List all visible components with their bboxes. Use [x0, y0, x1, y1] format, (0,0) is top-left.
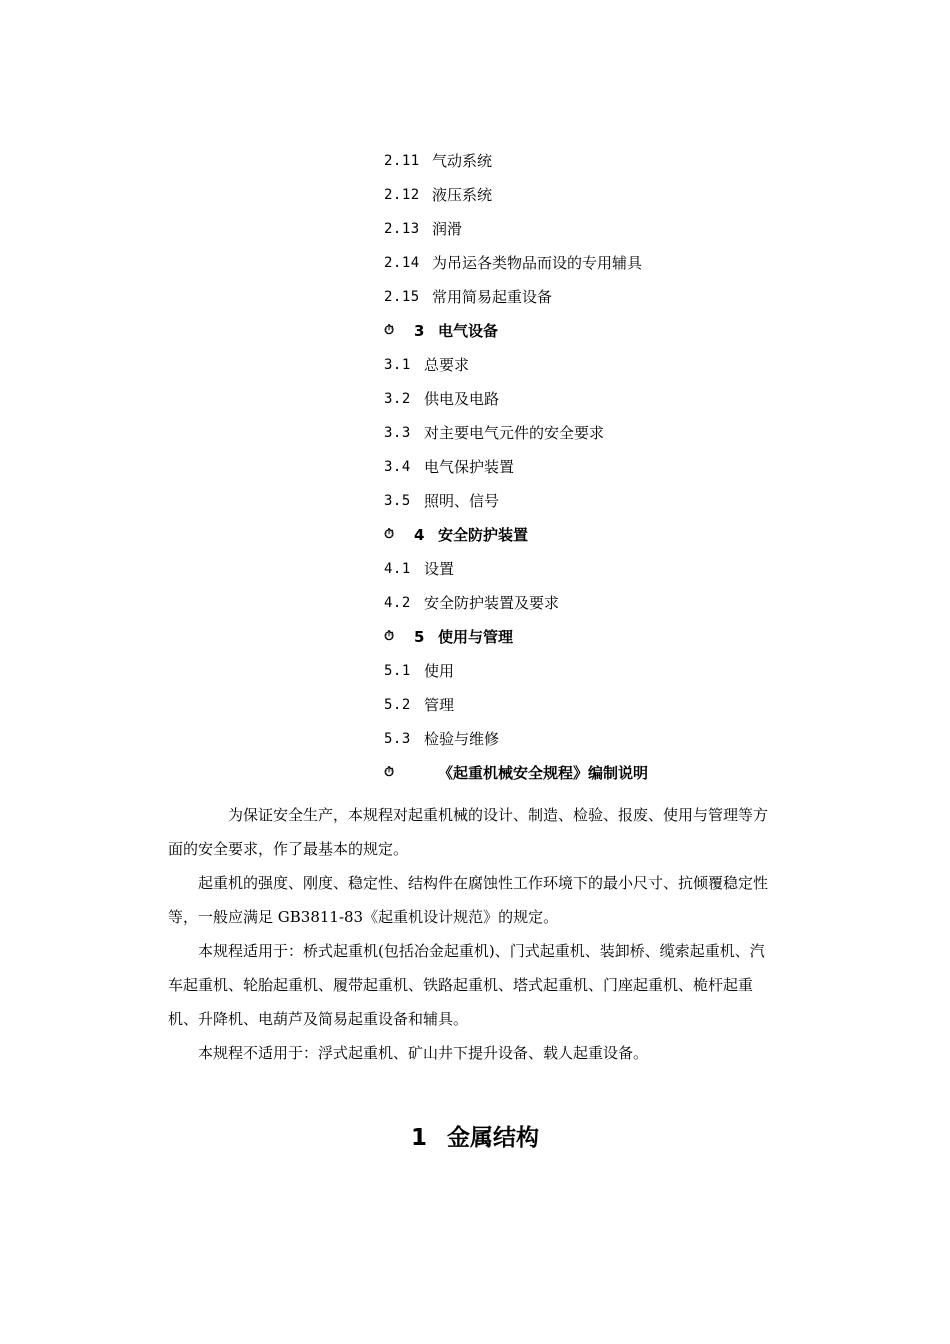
toc-entry[interactable] — [384, 150, 804, 184]
toc-title: 检验与维修 — [424, 730, 500, 748]
toc-number: 5.3 — [384, 731, 411, 747]
paragraph-exclusions: 本规程不适用于：浮式起重机、矿山井下提升设备、载人起重设备。 — [198, 1044, 649, 1062]
clock-bullet-icon: ⏱ — [384, 765, 395, 780]
toc-title: 总要求 — [424, 356, 470, 374]
toc-number: 2.15 — [384, 289, 420, 305]
toc-title: 电气保护装置 — [424, 458, 515, 476]
toc-title: 供电及电路 — [424, 390, 500, 408]
chapter-title: 金属结构 — [447, 1125, 539, 1151]
toc-entry[interactable] — [384, 558, 804, 592]
toc-title: 使用与管理 — [438, 628, 514, 646]
paragraph-purpose: 为保证安全生产，本规程对起重机械的设计、制造、检验、报废、使用与管理等方面的安全要求，作了最基本的规定。 — [168, 806, 769, 858]
paragraph-scope: 本规程适用于：桥式起重机(包括冶金起重机)、门式起重机、装卸桥、缆索起重机、汽车起重机、轮胎起重机、履带起重机、铁路起重机、塔式起重机、门座起重机、桅杆起重机、升降机、电葫芦及简易起重设备和辅具。 — [168, 942, 765, 1028]
toc-number: 2.14 — [384, 255, 420, 271]
table-of-contents — [384, 150, 804, 796]
toc-entry[interactable] — [384, 694, 804, 728]
toc-number: 3 — [414, 322, 425, 340]
clock-bullet-icon: ⏱ — [384, 629, 395, 644]
toc-entry[interactable] — [384, 422, 804, 456]
explanation-body — [168, 798, 778, 1070]
toc-title: 安全防护装置及要求 — [424, 594, 560, 612]
toc-number: 2.12 — [384, 187, 420, 203]
toc-title: 气动系统 — [432, 152, 493, 170]
chapter-heading — [0, 1118, 950, 1158]
toc-entry[interactable] — [384, 286, 804, 320]
toc-title: 电气设备 — [438, 322, 499, 340]
toc-title: 照明、信号 — [424, 492, 500, 510]
toc-section-heading[interactable] — [384, 524, 804, 558]
toc-number: 4.2 — [384, 595, 411, 611]
toc-entry[interactable] — [384, 728, 804, 762]
toc-number: 4 — [414, 526, 425, 544]
toc-number: 2.13 — [384, 221, 420, 237]
toc-number: 3.1 — [384, 357, 411, 373]
toc-section-heading[interactable] — [384, 762, 804, 796]
toc-title: 使用 — [424, 662, 455, 680]
toc-number: 3.2 — [384, 391, 411, 407]
toc-title: 为吊运各类物品而设的专用辅具 — [432, 254, 643, 272]
toc-number: 3.4 — [384, 459, 411, 475]
toc-title: 液压系统 — [432, 186, 493, 204]
chapter-number: 1 — [410, 1125, 427, 1151]
toc-number: 5.2 — [384, 697, 411, 713]
toc-entry[interactable] — [384, 388, 804, 422]
toc-number: 3.3 — [384, 425, 411, 441]
toc-title: 管理 — [424, 696, 455, 714]
toc-entry[interactable] — [384, 252, 804, 286]
toc-number: 5.1 — [384, 663, 411, 679]
clock-bullet-icon: ⏱ — [384, 323, 395, 338]
toc-entry[interactable] — [384, 490, 804, 524]
clock-bullet-icon: ⏱ — [384, 527, 395, 542]
toc-title: 安全防护装置 — [438, 526, 529, 544]
toc-entry[interactable] — [384, 456, 804, 490]
toc-number: 3.5 — [384, 493, 411, 509]
toc-entry[interactable] — [384, 184, 804, 218]
paragraph-standard: 起重机的强度、刚度、稳定性、结构件在腐蚀性工作环境下的最小尺寸、抗倾覆稳定性等，一般应满足 GB3811-83《起重机设计规范》的规定。 — [168, 874, 769, 926]
toc-number: 2.11 — [384, 153, 420, 169]
toc-section-heading[interactable] — [384, 626, 804, 660]
toc-number: 5 — [414, 628, 425, 646]
toc-entry[interactable] — [384, 354, 804, 388]
toc-section-heading[interactable] — [384, 320, 804, 354]
toc-entry[interactable] — [384, 218, 804, 252]
toc-title: 《起重机械安全规程》编制说明 — [438, 764, 649, 782]
toc-title: 常用简易起重设备 — [432, 288, 553, 306]
toc-entry[interactable] — [384, 592, 804, 626]
toc-number: 4.1 — [384, 561, 411, 577]
toc-title: 设置 — [424, 560, 455, 578]
toc-title: 对主要电气元件的安全要求 — [424, 424, 605, 442]
toc-title: 润滑 — [432, 220, 463, 238]
toc-entry[interactable] — [384, 660, 804, 694]
